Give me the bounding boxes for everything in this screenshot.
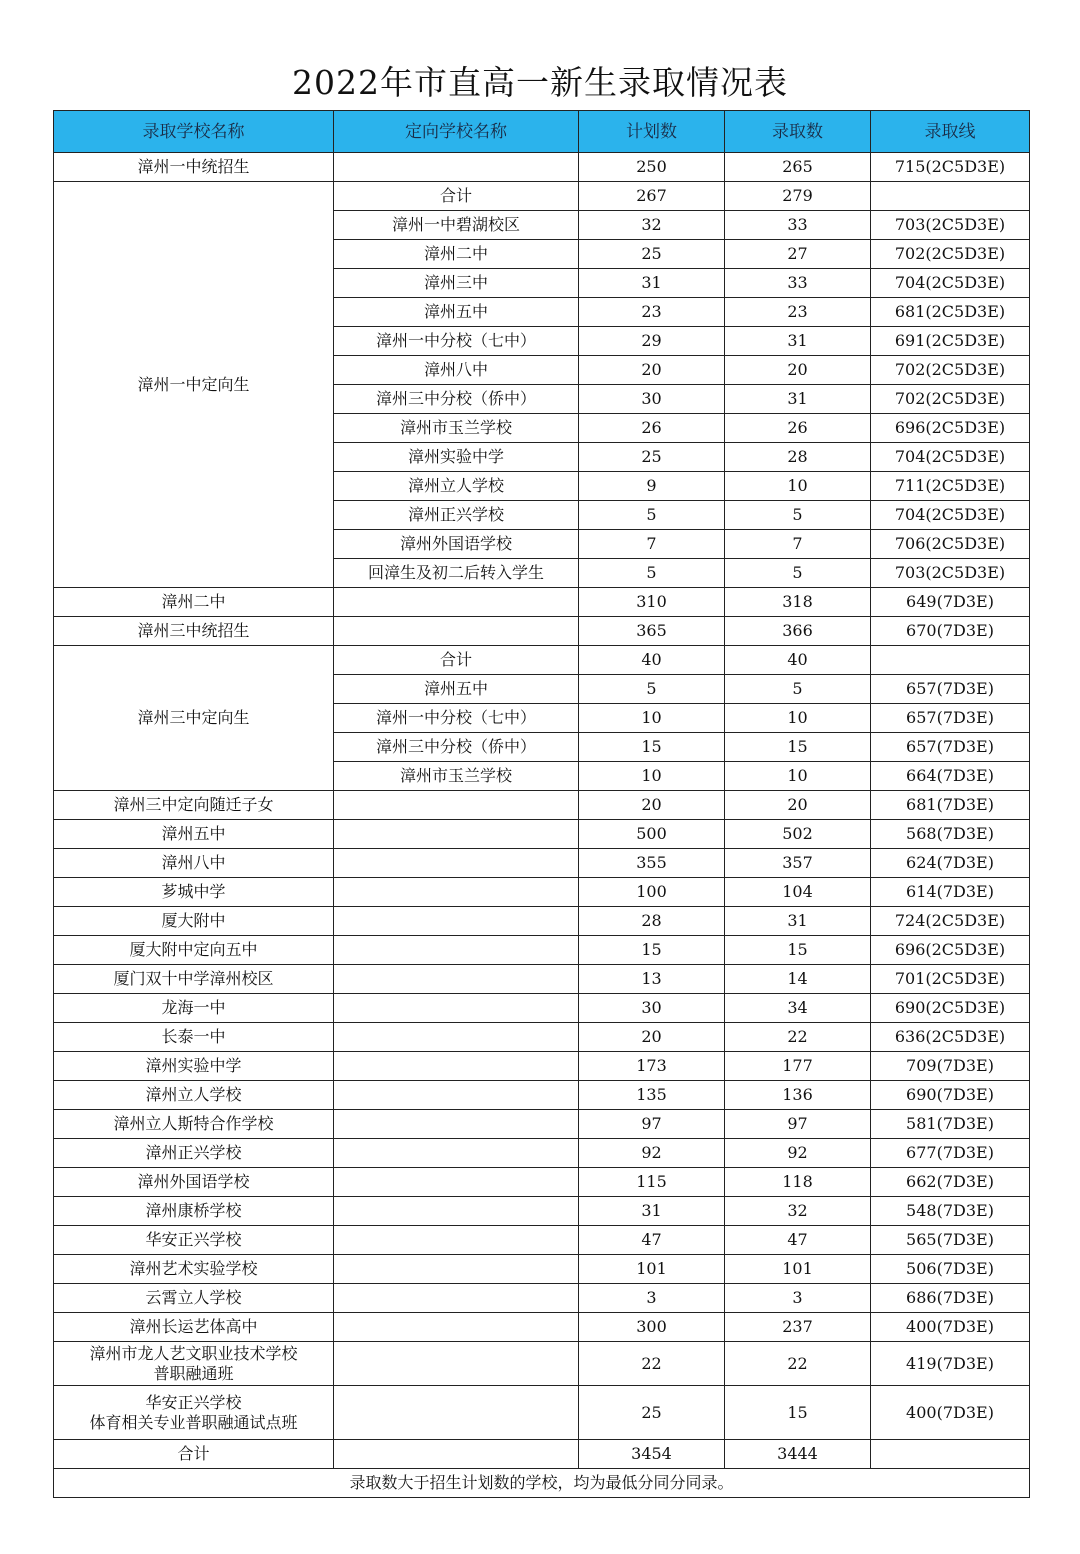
target-cell: 漳州外国语学校 [334, 530, 579, 559]
line-cell: 706(2C5D3E) [871, 530, 1030, 559]
target-cell [334, 1255, 579, 1284]
target-cell [334, 1110, 579, 1139]
line-cell: 419(7D3E) [871, 1342, 1030, 1386]
table-body-tail [54, 1342, 1030, 1498]
line-cell: 702(2C5D3E) [871, 385, 1030, 414]
school-cell: 漳州二中 [54, 588, 334, 617]
table-row [54, 820, 1030, 849]
target-cell: 漳州市玉兰学校 [334, 414, 579, 443]
plan-cell: 22 [579, 1342, 725, 1386]
plan-cell: 20 [579, 791, 725, 820]
target-cell [334, 994, 579, 1023]
target-cell: 合计 [334, 182, 579, 211]
line-cell: 696(2C5D3E) [871, 414, 1030, 443]
header-admit: 录取数 [725, 111, 871, 153]
table-row [54, 1226, 1030, 1255]
table-row [54, 1052, 1030, 1081]
school-cell: 漳州八中 [54, 849, 334, 878]
admit-cell: 27 [725, 240, 871, 269]
admit-cell: 47 [725, 1226, 871, 1255]
target-cell [334, 588, 579, 617]
admit-cell: 104 [725, 878, 871, 907]
admit-cell: 14 [725, 965, 871, 994]
line-cell: 614(7D3E) [871, 878, 1030, 907]
plan-cell: 29 [579, 327, 725, 356]
line-cell: 724(2C5D3E) [871, 907, 1030, 936]
target-cell: 回漳生及初二后转入学生 [334, 559, 579, 588]
total-label: 合计 [54, 1440, 334, 1469]
line-cell: 691(2C5D3E) [871, 327, 1030, 356]
school-line-1: 华安正兴学校 [145, 1392, 242, 1412]
line-cell: 624(7D3E) [871, 849, 1030, 878]
line-cell: 400(7D3E) [871, 1386, 1030, 1440]
target-cell [334, 1386, 579, 1440]
school-line-1: 漳州市龙人艺文职业技术学校 [89, 1343, 298, 1363]
plan-cell: 20 [579, 356, 725, 385]
admit-cell: 33 [725, 269, 871, 298]
admit-cell: 5 [725, 559, 871, 588]
school-cell: 长泰一中 [54, 1023, 334, 1052]
plan-cell: 267 [579, 182, 725, 211]
admit-cell: 33 [725, 211, 871, 240]
target-cell: 漳州一中碧湖校区 [334, 211, 579, 240]
plan-cell: 310 [579, 588, 725, 617]
target-cell: 漳州五中 [334, 675, 579, 704]
line-cell: 696(2C5D3E) [871, 936, 1030, 965]
table-row [54, 1342, 1030, 1386]
school-line-2: 体育相关专业普职融通试点班 [89, 1412, 298, 1432]
plan-cell: 100 [579, 878, 725, 907]
table-row [54, 1023, 1030, 1052]
table-body [54, 153, 1030, 182]
plan-cell: 47 [579, 1226, 725, 1255]
line-cell: 662(7D3E) [871, 1168, 1030, 1197]
target-cell [334, 849, 579, 878]
admit-cell: 101 [725, 1255, 871, 1284]
line-cell: 703(2C5D3E) [871, 211, 1030, 240]
plan-cell: 7 [579, 530, 725, 559]
line-cell: 702(2C5D3E) [871, 240, 1030, 269]
plan-cell: 28 [579, 907, 725, 936]
line-cell: 636(2C5D3E) [871, 1023, 1030, 1052]
target-cell [334, 617, 579, 646]
school-cell: 华安正兴学校 [54, 1226, 334, 1255]
plan-cell: 31 [579, 1197, 725, 1226]
target-cell [334, 1168, 579, 1197]
admit-cell: 23 [725, 298, 871, 327]
table-row [54, 849, 1030, 878]
plan-cell: 115 [579, 1168, 725, 1197]
school-cell: 漳州正兴学校 [54, 1139, 334, 1168]
table-row [54, 1255, 1030, 1284]
admit-cell: 28 [725, 443, 871, 472]
line-cell: 681(2C5D3E) [871, 298, 1030, 327]
admit-cell: 357 [725, 849, 871, 878]
admit-cell: 118 [725, 1168, 871, 1197]
school-cell: 漳州立人学校 [54, 1081, 334, 1110]
target-cell [334, 1023, 579, 1052]
admit-cell: 31 [725, 385, 871, 414]
admit-cell: 22 [725, 1342, 871, 1386]
footnote: 录取数大于招生计划数的学校，均为最低分同分同录。 [54, 1469, 1030, 1498]
school-cell: 漳州一中统招生 [54, 153, 334, 182]
line-cell: 704(2C5D3E) [871, 501, 1030, 530]
plan-cell: 5 [579, 501, 725, 530]
table-row [54, 646, 1030, 675]
admit-cell: 22 [725, 1023, 871, 1052]
target-cell: 漳州市玉兰学校 [334, 762, 579, 791]
plan-cell: 32 [579, 211, 725, 240]
admit-cell: 34 [725, 994, 871, 1023]
school-cell: 云霄立人学校 [54, 1284, 334, 1313]
table-row [54, 617, 1030, 646]
header-row [54, 111, 1030, 153]
total-plan: 3454 [579, 1440, 725, 1469]
total-row [54, 1440, 1030, 1469]
admit-cell: 15 [725, 1386, 871, 1440]
line-cell: 704(2C5D3E) [871, 269, 1030, 298]
line-cell: 686(7D3E) [871, 1284, 1030, 1313]
table-row [54, 182, 1030, 211]
header-line: 录取线 [871, 111, 1030, 153]
table-row [54, 1110, 1030, 1139]
total-admit: 3444 [725, 1440, 871, 1469]
line-cell: 664(7D3E) [871, 762, 1030, 791]
school-cell: 漳州立人斯特合作学校 [54, 1110, 334, 1139]
target-cell [334, 153, 579, 182]
admit-cell: 5 [725, 675, 871, 704]
line-cell [871, 1440, 1030, 1469]
group-label-cell: 漳州一中定向生 [54, 182, 334, 588]
plan-cell: 30 [579, 994, 725, 1023]
plan-cell: 500 [579, 820, 725, 849]
school-cell: 漳州五中 [54, 820, 334, 849]
school-cell [54, 1342, 334, 1386]
plan-cell: 30 [579, 385, 725, 414]
group-yizhong-directed [54, 182, 1030, 588]
target-cell: 漳州二中 [334, 240, 579, 269]
line-cell: 565(7D3E) [871, 1226, 1030, 1255]
target-cell [334, 936, 579, 965]
target-cell [334, 1226, 579, 1255]
school-cell: 厦大附中定向五中 [54, 936, 334, 965]
admit-cell: 26 [725, 414, 871, 443]
line-cell: 548(7D3E) [871, 1197, 1030, 1226]
line-cell: 657(7D3E) [871, 704, 1030, 733]
admit-cell: 136 [725, 1081, 871, 1110]
target-cell: 漳州三中 [334, 269, 579, 298]
line-cell: 690(2C5D3E) [871, 994, 1030, 1023]
table-row [54, 1386, 1030, 1440]
line-cell: 670(7D3E) [871, 617, 1030, 646]
admit-cell: 97 [725, 1110, 871, 1139]
plan-cell: 250 [579, 153, 725, 182]
target-cell: 漳州八中 [334, 356, 579, 385]
admit-cell: 10 [725, 472, 871, 501]
plan-cell: 365 [579, 617, 725, 646]
school-cell: 漳州长运艺体高中 [54, 1313, 334, 1342]
admit-cell: 265 [725, 153, 871, 182]
target-cell [334, 1139, 579, 1168]
target-cell: 合计 [334, 646, 579, 675]
table-row [54, 1168, 1030, 1197]
target-cell: 漳州三中分校（侨中） [334, 733, 579, 762]
admit-cell: 32 [725, 1197, 871, 1226]
admit-cell: 366 [725, 617, 871, 646]
admit-cell: 20 [725, 356, 871, 385]
table-body-2 [54, 588, 1030, 646]
admit-cell: 15 [725, 936, 871, 965]
target-cell [334, 965, 579, 994]
table-row [54, 907, 1030, 936]
target-cell [334, 1197, 579, 1226]
line-cell: 400(7D3E) [871, 1313, 1030, 1342]
admit-cell: 31 [725, 327, 871, 356]
line-cell: 701(2C5D3E) [871, 965, 1030, 994]
plan-cell: 25 [579, 443, 725, 472]
header-plan: 计划数 [579, 111, 725, 153]
plan-cell: 15 [579, 733, 725, 762]
admit-cell: 5 [725, 501, 871, 530]
plan-cell: 15 [579, 936, 725, 965]
table-row [54, 1081, 1030, 1110]
table-row [54, 1284, 1030, 1313]
admit-cell: 177 [725, 1052, 871, 1081]
admit-cell: 20 [725, 791, 871, 820]
plan-cell: 26 [579, 414, 725, 443]
plan-cell: 23 [579, 298, 725, 327]
plan-cell: 101 [579, 1255, 725, 1284]
target-cell [334, 1284, 579, 1313]
target-cell [334, 791, 579, 820]
table-row [54, 936, 1030, 965]
table-row [54, 1139, 1030, 1168]
plan-cell: 25 [579, 240, 725, 269]
line-cell: 506(7D3E) [871, 1255, 1030, 1284]
school-cell: 漳州外国语学校 [54, 1168, 334, 1197]
line-cell: 677(7D3E) [871, 1139, 1030, 1168]
admit-cell: 92 [725, 1139, 871, 1168]
target-cell [334, 1081, 579, 1110]
plan-cell: 40 [579, 646, 725, 675]
plan-cell: 97 [579, 1110, 725, 1139]
group-label-cell: 漳州三中定向生 [54, 646, 334, 791]
target-cell: 漳州正兴学校 [334, 501, 579, 530]
school-cell: 漳州三中统招生 [54, 617, 334, 646]
admit-cell: 31 [725, 907, 871, 936]
table-row [54, 791, 1030, 820]
target-cell [334, 820, 579, 849]
plan-cell: 31 [579, 269, 725, 298]
school-cell: 漳州三中定向随迁子女 [54, 791, 334, 820]
plan-cell: 5 [579, 559, 725, 588]
target-cell [334, 1052, 579, 1081]
school-cell: 厦大附中 [54, 907, 334, 936]
page-title: 2022年市直高一新生录取情况表 [292, 63, 788, 102]
line-cell: 581(7D3E) [871, 1110, 1030, 1139]
target-cell [334, 1440, 579, 1469]
table-row [54, 878, 1030, 907]
line-cell [871, 182, 1030, 211]
target-cell: 漳州立人学校 [334, 472, 579, 501]
target-cell: 漳州一中分校（七中） [334, 327, 579, 356]
admit-cell: 237 [725, 1313, 871, 1342]
header-target: 定向学校名称 [334, 111, 579, 153]
target-cell [334, 1313, 579, 1342]
target-cell [334, 907, 579, 936]
admit-cell: 15 [725, 733, 871, 762]
line-cell: 681(7D3E) [871, 791, 1030, 820]
line-cell: 715(2C5D3E) [871, 153, 1030, 182]
plan-cell: 13 [579, 965, 725, 994]
line-cell: 709(7D3E) [871, 1052, 1030, 1081]
line-cell: 657(7D3E) [871, 733, 1030, 762]
table-row [54, 1197, 1030, 1226]
table-row [54, 588, 1030, 617]
table-row [54, 1313, 1030, 1342]
plan-cell: 355 [579, 849, 725, 878]
admit-cell: 279 [725, 182, 871, 211]
line-cell: 704(2C5D3E) [871, 443, 1030, 472]
admission-table [53, 110, 1030, 1498]
header-school: 录取学校名称 [54, 111, 334, 153]
school-cell: 漳州实验中学 [54, 1052, 334, 1081]
admit-cell: 502 [725, 820, 871, 849]
table-row [54, 153, 1030, 182]
school-cell: 漳州康桥学校 [54, 1197, 334, 1226]
admit-cell: 3 [725, 1284, 871, 1313]
admit-cell: 318 [725, 588, 871, 617]
admit-cell: 7 [725, 530, 871, 559]
line-cell: 703(2C5D3E) [871, 559, 1030, 588]
line-cell: 711(2C5D3E) [871, 472, 1030, 501]
plan-cell: 20 [579, 1023, 725, 1052]
plan-cell: 92 [579, 1139, 725, 1168]
plan-cell: 10 [579, 762, 725, 791]
table-body-rows [54, 791, 1030, 1342]
target-cell: 漳州一中分校（七中） [334, 704, 579, 733]
school-cell: 漳州艺术实验学校 [54, 1255, 334, 1284]
plan-cell: 3 [579, 1284, 725, 1313]
line-cell: 657(7D3E) [871, 675, 1030, 704]
line-cell: 690(7D3E) [871, 1081, 1030, 1110]
line-cell: 702(2C5D3E) [871, 356, 1030, 385]
plan-cell: 300 [579, 1313, 725, 1342]
plan-cell: 173 [579, 1052, 725, 1081]
plan-cell: 135 [579, 1081, 725, 1110]
group-sanzhong-directed [54, 646, 1030, 791]
line-cell [871, 646, 1030, 675]
target-cell [334, 878, 579, 907]
plan-cell: 25 [579, 1386, 725, 1440]
school-cell: 龙海一中 [54, 994, 334, 1023]
target-cell [334, 1342, 579, 1386]
plan-cell: 9 [579, 472, 725, 501]
note-row [54, 1469, 1030, 1498]
plan-cell: 5 [579, 675, 725, 704]
school-cell: 芗城中学 [54, 878, 334, 907]
admit-cell: 40 [725, 646, 871, 675]
line-cell: 568(7D3E) [871, 820, 1030, 849]
plan-cell: 10 [579, 704, 725, 733]
target-cell: 漳州实验中学 [334, 443, 579, 472]
table-row [54, 994, 1030, 1023]
school-cell [54, 1386, 334, 1440]
line-cell: 649(7D3E) [871, 588, 1030, 617]
admit-cell: 10 [725, 762, 871, 791]
table-row [54, 965, 1030, 994]
school-line-2: 普职融通班 [153, 1363, 234, 1383]
target-cell: 漳州三中分校（侨中） [334, 385, 579, 414]
school-cell: 厦门双十中学漳州校区 [54, 965, 334, 994]
admit-cell: 10 [725, 704, 871, 733]
target-cell: 漳州五中 [334, 298, 579, 327]
